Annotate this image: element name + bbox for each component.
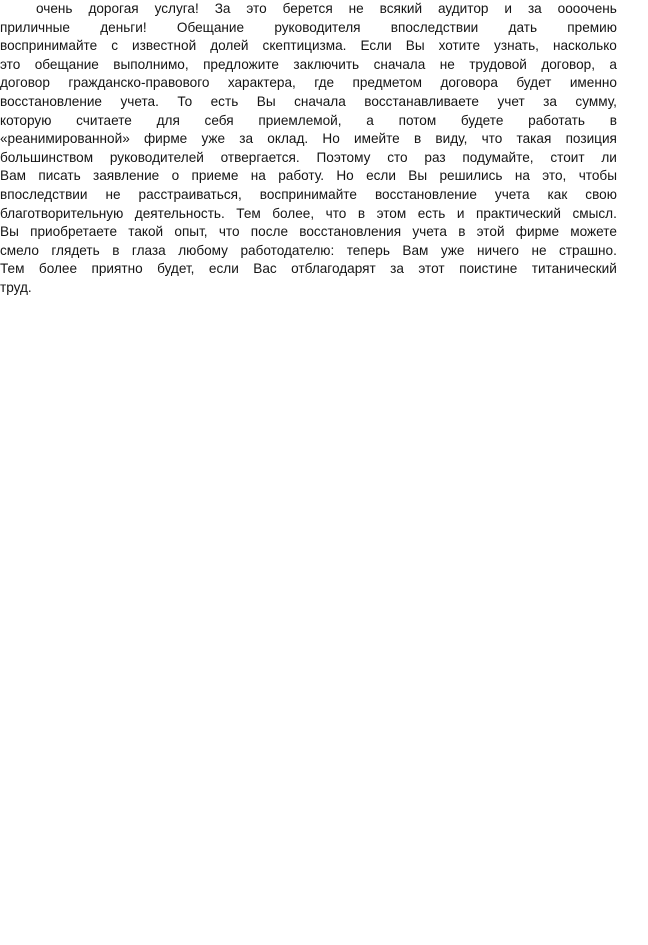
text-line-4: это обещание выполнимо, предложите заключить сначала не трудовой договор, а: [0, 56, 617, 72]
text-line-14: смело глядеть в глаза любому работодателю: теперь Вам уже ничего не страшно.: [0, 242, 617, 258]
text-line-7: которую считаете для себя приемлемой, а потом будете работать в: [0, 112, 617, 128]
text-line-6: восстановление учета. То есть Вы сначала восстанавливаете учет за сумму,: [0, 93, 617, 109]
text-line-11: впоследствии не расстраиваться, воспринимайте восстановление учета как свою: [0, 186, 617, 202]
text-line-2: приличные деньги! Обещание руководителя впоследствии дать премию: [0, 19, 617, 35]
text-line-13: Вы приобретаете такой опыт, что после восстановления учета в этой фирме можете: [0, 224, 617, 240]
text-line-5: договор гражданско-правового характера, где предметом договора будет именно: [0, 75, 617, 91]
text-line-12: благотворительную деятельность. Тем более, что в этом есть и практический смысл.: [0, 205, 617, 221]
text-line-3: воспринимайте с известной долей скептицизма. Если Вы хотите узнать, насколько: [0, 38, 617, 54]
body-paragraph: [0, 0, 617, 298]
text-line-16: труд.: [0, 279, 32, 295]
text-line-10: Вам писать заявление о приеме на работу. Но если Вы решились на это, чтобы: [0, 168, 617, 184]
text-line-8: «реанимированной» фирме уже за оклад. Но имейте в виду, что такая позиция: [0, 131, 617, 147]
text-line-1: очень дорогая услуга! За это берется не всякий аудитор и за оооочень: [36, 1, 617, 16]
text-line-15: Тем более приятно будет, если Вас отблагодарят за этот поистине титанический: [0, 261, 617, 277]
text-line-9: большинством руководителей отвергается. Поэтому сто раз подумайте, стоит ли: [0, 149, 617, 165]
